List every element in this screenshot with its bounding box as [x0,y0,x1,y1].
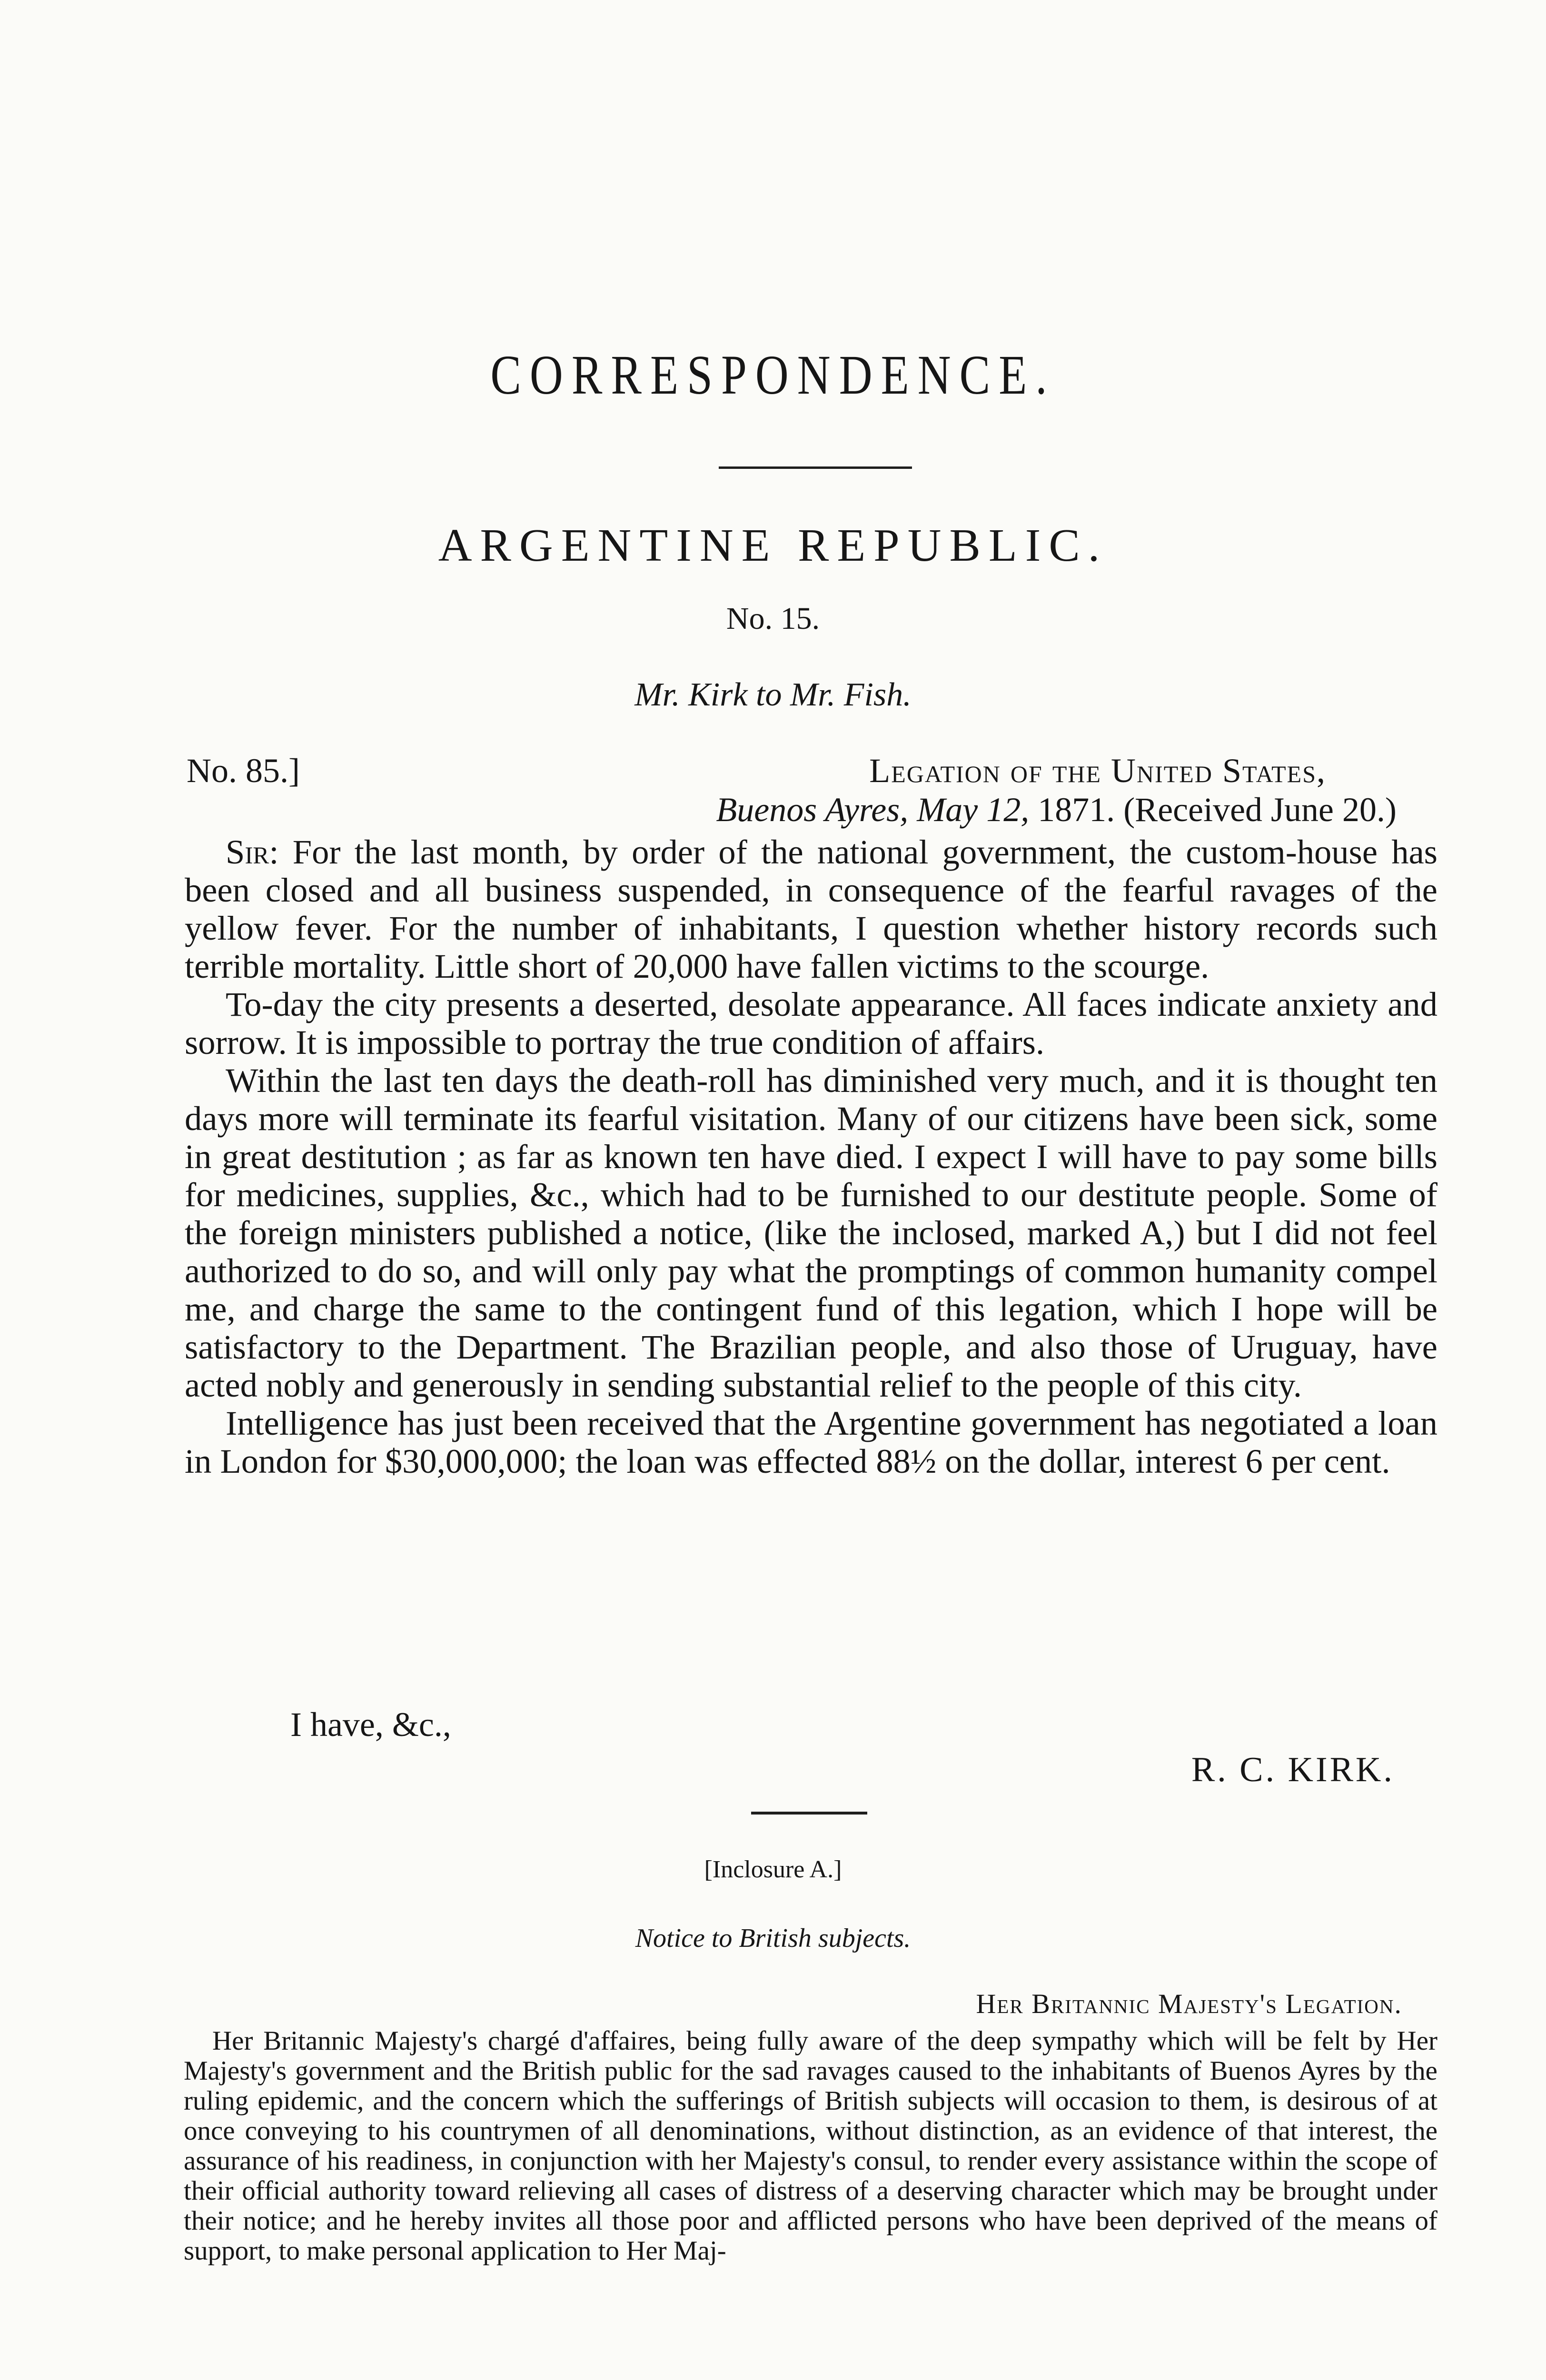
received-note: (Received June 20.) [1123,791,1397,829]
inclosure-label: [Inclosure A.] [704,1856,842,1883]
letter-subject: Mr. Kirk to Mr. Fish. [634,676,912,713]
date-year: 1871. [1038,791,1115,829]
signature: R. C. KIRK. [1191,1750,1395,1789]
place-date: Buenos Ayres, May 12, [716,791,1030,829]
document-number: No. 15. [726,601,820,636]
notice-body [184,2026,1437,2266]
closing: I have, &c., [290,1706,451,1744]
title-divider [719,466,912,469]
paragraph-1-text: : For the last month, by order of the national government, the custom-house has been closed and all business suspended, in consequence of the fearful ravages of the yellow fever. For the number of inhabitants, I question whether history records such terrible mortality. Little short of 20,000 have fallen victims to the scourge. [185,833,1437,985]
paragraph-4: Intelligence has just been received that the Argentine government has negotiated a loan in London for $30,000,000; the loan was effected 88½ on the dollar, interest 6 per cent. [185,1404,1437,1480]
notice-from: Her Britannic Majesty's Legation. [976,1988,1402,2019]
legation-heading: Legation of the United States, [869,752,1326,790]
dateline [716,790,1397,830]
notice-paragraph: Her Britannic Majesty's chargé d'affaires, being fully aware of the deep sympathy which will be felt by Her Majesty's government and the British public for the sad ravages caused to the inhabitants of Buenos Ayres by the ruling epidemic, and the concern which the sufferings of British subjects will occasion to them, is desirous of at once conveying to his countrymen of all denominations, without distinction, as an evidence of that interest, the assurance of his readiness, in conjunction with her Majesty's consul, to render every assistance within the scope of their official authority toward relieving all cases of distress of a deserving character which may be brought under their notice; and he hereby invites all those poor and afflicted persons who have been deprived of the means of support, to make personal application to Her Maj- [184,2026,1437,2266]
notice-title: Notice to British subjects. [635,1924,911,1953]
paragraph-1 [185,833,1437,985]
paragraph-2: To-day the city presents a deserted, desolate appearance. All faces indicate anxiety and sorrow. It is impossible to portray the true condition of affairs. [185,985,1437,1061]
country-heading: ARGENTINE REPUBLIC. [438,520,1108,571]
dispatch-number: No. 85.] [187,752,300,790]
paragraph-3: Within the last ten days the death-roll has diminished very much, and it is thought ten days more will terminate its fearful visitation. Many of our citizens have been sick, some in great destitution ; as far as known ten have died. I expect I will have to pay some bills for medicines, supplies, &c., which had to be furnished to our destitute people. Some of the foreign ministers published a notice, (like the inclosed, marked A,) but I did not feel authorized to do so, and will only pay what the promptings of common humanity compel me, and charge the same to the contingent fund of this legation, which I hope will be satisfactory to the Department. The Brazilian people, and also those of Uruguay, have acted nobly and generously in sending substantial relief to the people of this city. [185,1061,1437,1404]
letter-body [185,833,1437,1480]
section-divider [751,1812,867,1815]
page-title: CORRESPONDENCE. [490,344,1056,406]
salutation: Sir [226,833,269,871]
